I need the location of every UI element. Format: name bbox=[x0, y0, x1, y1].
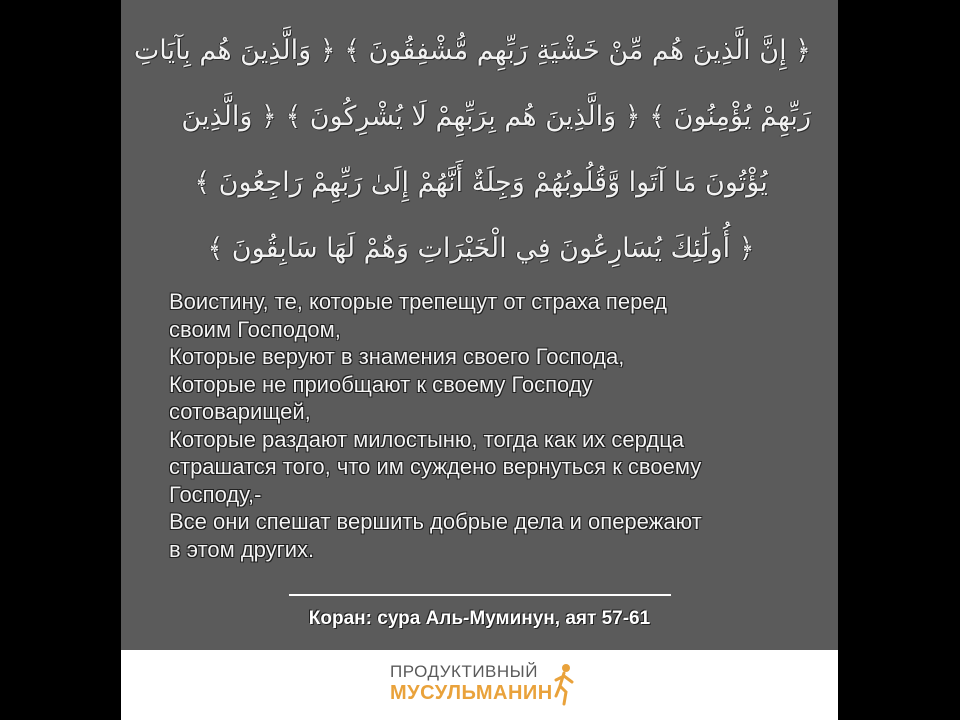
arabic-verses bbox=[133, 18, 811, 282]
russian-translation bbox=[169, 288, 799, 563]
arabic-line: ﴿ أُولَٰئِكَ يُسَارِعُونَ فِي الْخَيْرَاتِ وَهُمْ لَهَا سَابِقُونَ ﴾ bbox=[207, 233, 755, 264]
arabic-line: ﴿ إِنَّ الَّذِينَ هُم مِّنْ خَشْيَةِ رَبِّهِم مُّشْفِقُونَ ﴾ ﴿ وَالَّذِينَ هُم بِآيَاتِ bbox=[133, 35, 811, 66]
translation-line: Воистину, те, которые трепещут от страха перед bbox=[169, 289, 667, 314]
quote-card bbox=[121, 0, 838, 720]
logo-text-bottom: МУСУЛЬМАНИН bbox=[390, 682, 553, 704]
translation-line: Которые не приобщают к своему Господу bbox=[169, 371, 593, 397]
translation-line: Которые веруют в знамения своего Господа, bbox=[169, 344, 625, 369]
translation-line: страшатся того, что им суждено вернуться к своему bbox=[169, 454, 702, 479]
translation-line: в этом других. bbox=[169, 536, 315, 562]
translation-line: Все они спешат вершить добрые дела и опережают bbox=[169, 509, 702, 534]
quote-panel bbox=[121, 0, 838, 650]
translation-line: Господу,- bbox=[169, 481, 262, 507]
source-citation: Коран: сура Аль-Муминун, аят 57-61 bbox=[308, 608, 651, 629]
runner-figure-icon bbox=[552, 662, 576, 706]
brand-logo bbox=[390, 658, 590, 710]
arabic-line: رَبِّهِمْ يُؤْمِنُونَ ﴾ ﴿ وَالَّذِينَ هُم بِرَبِّهِمْ لَا يُشْرِكُونَ ﴾ ﴿ وَالَّذِينَ bbox=[181, 101, 811, 132]
divider bbox=[289, 594, 671, 596]
translation-line: сотоварищей, bbox=[169, 399, 311, 424]
logo-text-top: ПРОДУКТИВНЫЙ bbox=[390, 662, 538, 681]
translation-line: Которые раздают милостыню, тогда как их сердца bbox=[169, 426, 685, 452]
translation-line: своим Господом, bbox=[169, 316, 341, 342]
arabic-line: يُؤْتُونَ مَا آتَوا وَّقُلُوبُهُمْ وَجِلَةٌ أَنَّهُمْ إِلَىٰ رَبِّهِمْ رَاجِعُونَ ﴾ bbox=[194, 167, 768, 198]
